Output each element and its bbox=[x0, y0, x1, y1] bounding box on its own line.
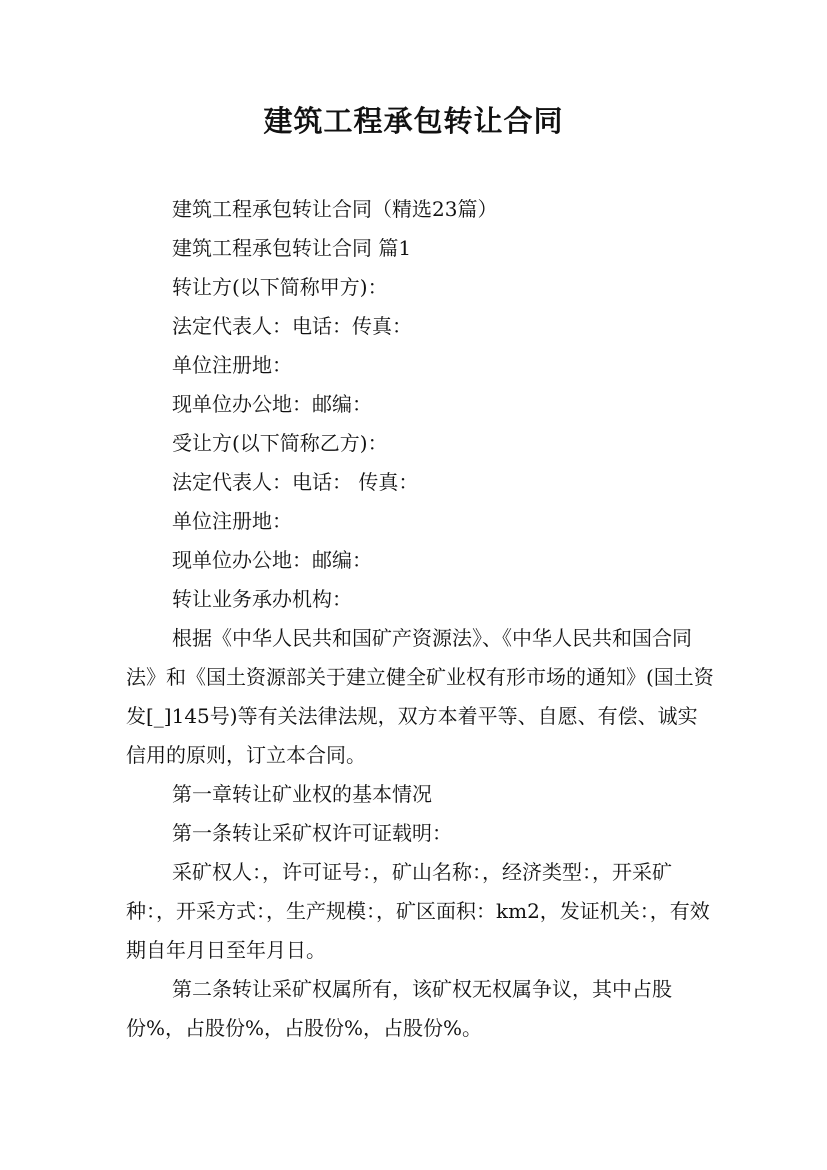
paragraph-chapter-one: 第一章转让矿业权的基本情况 bbox=[172, 782, 432, 806]
paragraph-transferor-representative: 法定代表人：电话：传真： bbox=[172, 314, 412, 338]
paragraph-article-two: 第二条转让采矿权属所有，该矿权无权属争议，其中占股份%，占股份%，占股份%，占股份%。 bbox=[126, 977, 672, 1040]
document-title: 建筑工程承包转让合同 bbox=[263, 104, 564, 138]
paragraph-transferor-registered-address: 单位注册地： bbox=[172, 353, 292, 377]
paragraph-agency: 转让业务承办机构： bbox=[172, 587, 352, 611]
document-body bbox=[126, 190, 716, 1048]
paragraph-transferee-registered-address: 单位注册地： bbox=[172, 509, 292, 533]
paragraph-legal-basis: 根据《中华人民共和国矿产资源法》、《中华人民共和国合同法》和《国土资源部关于建立健全矿业权有形市场的通知》(国土资发[_]145号)等有关法律法规，双方本着平等、自愿、有偿、诚实信用的原则，订立本合同。 bbox=[126, 626, 714, 767]
paragraph-transferee-office-address: 现单位办公地：邮编： bbox=[172, 548, 372, 572]
paragraph-mining-right-details: 采矿权人：，许可证号：，矿山名称：，经济类型：，开采矿种：，开采方式：，生产规模：，矿区面积：km2，发证机关：，有效期自年月日至年月日。 bbox=[126, 860, 710, 962]
paragraph-transferee: 受让方(以下简称乙方)： bbox=[172, 431, 388, 455]
paragraph-transferor: 转让方(以下简称甲方)： bbox=[172, 275, 388, 299]
paragraph-transferee-representative: 法定代表人：电话： 传真： bbox=[172, 470, 419, 494]
paragraph-article-one: 第一条转让采矿权许可证载明： bbox=[172, 821, 452, 845]
paragraph-transferor-office-address: 现单位办公地：邮编： bbox=[172, 392, 372, 416]
paragraph-section-heading: 建筑工程承包转让合同 篇1 bbox=[172, 236, 412, 260]
paragraph-subtitle: 建筑工程承包转让合同（精选23篇） bbox=[172, 197, 498, 221]
